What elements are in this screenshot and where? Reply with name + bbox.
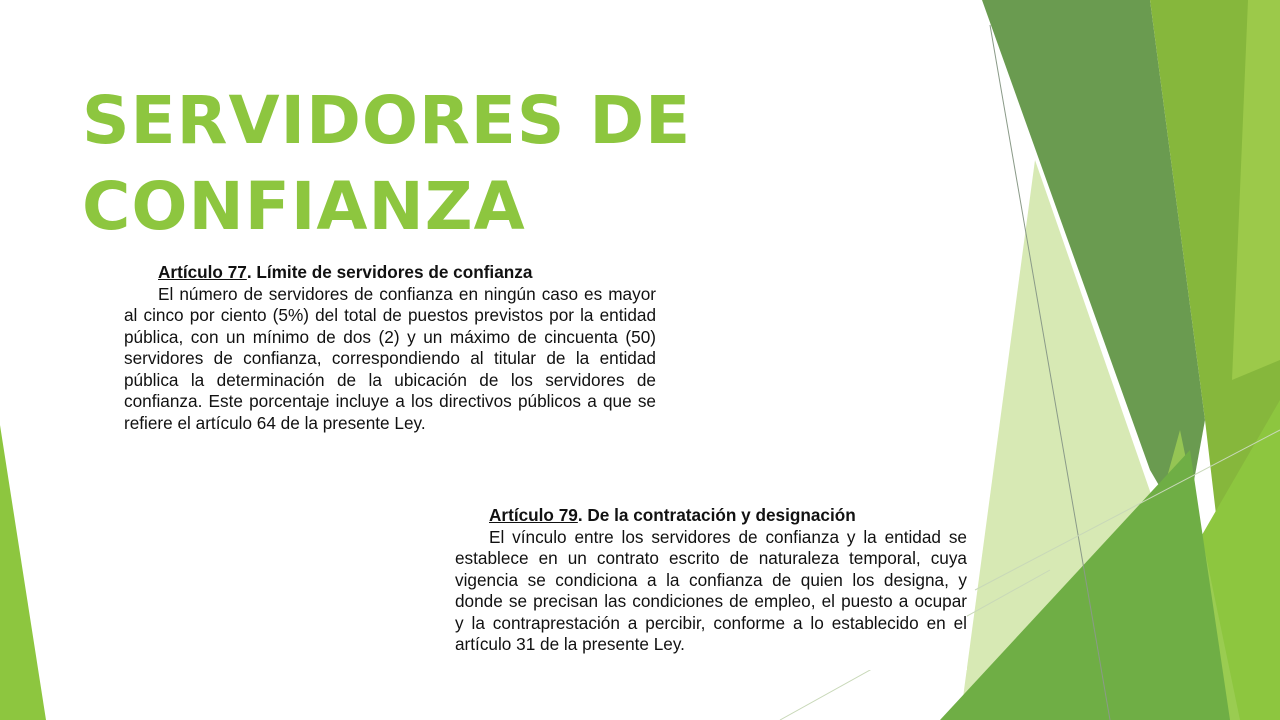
article-77-excerpt (124, 262, 656, 458)
article-heading-text: . De la contratación y designación (577, 505, 856, 525)
slide-title-line-2: CONFIANZA (82, 168, 526, 245)
slide-title-line-1: SERVIDORES DE (82, 82, 692, 159)
article-79-excerpt (455, 505, 967, 670)
article-number: Artículo 79 (489, 505, 578, 525)
article-heading-text: . Límite de servidores de confianza (246, 262, 533, 282)
left-green-sliver (0, 425, 46, 720)
article-body: El número de servidores de confianza en ningún caso es mayor al cinco por ciento (5%) del total de puestos previstos por la entidad pública, con un mínimo de dos (2) y un máximo de cincuenta (50) servidores de confianza, correspondiendo al titular de la entidad pública la determinación de la ubicación de los servidores de confianza. Este porcentaje incluye a los directivos públicos a que se refiere el artículo 64 de la presente Ley. (124, 283, 656, 433)
slide-title (82, 78, 691, 250)
article-number: Artículo 77 (158, 262, 247, 282)
article-body: El vínculo entre los servidores de confianza y la entidad se establece en un contrato escrito de naturaleza temporal, cuya vigencia se condiciona a la confianza de quien los designa, y donde se precisan las condiciones de empleo, el puesto a ocupar y la contraprestación a percibir, conforme a lo establecido en el artículo 31 de la presente Ley. (455, 526, 967, 654)
article-heading (489, 505, 967, 527)
article-heading (158, 262, 656, 284)
